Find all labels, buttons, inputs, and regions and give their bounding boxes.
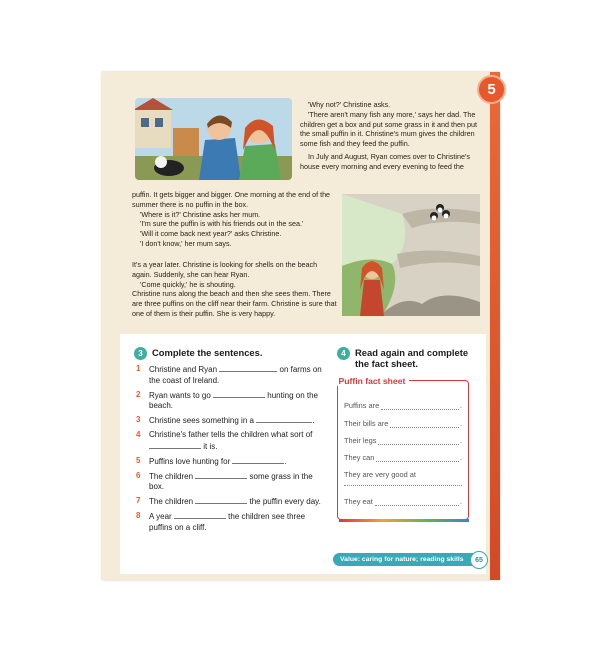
fact-sheet-color-bar bbox=[339, 519, 469, 522]
story-paragraph: 'Will it come back next year?' asks Christine. bbox=[140, 229, 282, 239]
answer-blank[interactable] bbox=[232, 456, 287, 466]
list-item bbox=[136, 430, 322, 452]
fact-sheet-title: Puffin fact sheet bbox=[337, 376, 410, 386]
answer-blank[interactable] bbox=[344, 485, 462, 486]
exercise-4-title: Read again and complete the fact sheet. bbox=[355, 347, 469, 369]
list-item bbox=[136, 511, 322, 533]
fact-label: Puffins are bbox=[344, 401, 380, 410]
story-paragraph: It's a year later. Christine is looking for shells on the beach again. Suddenly, she can hear Ryan. bbox=[132, 260, 318, 279]
story-column-1 bbox=[300, 100, 480, 172]
fact-label: Their legs bbox=[344, 436, 377, 445]
story-column-3 bbox=[132, 260, 337, 319]
story-paragraph: 'There aren't many fish any more,' says her dad. The children get a box and put some grass in it and then put the small puffin in it. Christine's mum gives the children some fish and they feed the puffin. bbox=[300, 109, 478, 149]
list-item bbox=[136, 456, 322, 468]
story-paragraph: 'Where is it?' Christine asks her mum. bbox=[140, 209, 261, 219]
answer-blank[interactable] bbox=[174, 511, 226, 519]
item-number: 6 bbox=[136, 470, 141, 480]
answer-blank[interactable] bbox=[375, 498, 459, 506]
exercise-3-header bbox=[134, 347, 262, 360]
item-text: it is. bbox=[203, 441, 218, 451]
fact-row: Puffins are . bbox=[344, 401, 462, 410]
story-paragraph: 'Come quickly,' he is shouting. bbox=[140, 279, 236, 289]
cliff-puffins-illustration bbox=[342, 194, 480, 316]
answer-blank[interactable] bbox=[195, 471, 247, 479]
page-number: 65 bbox=[470, 551, 488, 569]
item-text: A year bbox=[149, 512, 172, 522]
story-paragraph: 'Why not?' Christine asks. bbox=[308, 100, 391, 109]
exercise-3-items bbox=[136, 364, 322, 537]
item-text: on farms on the coast of Ireland. bbox=[149, 365, 322, 385]
fact-row bbox=[344, 470, 462, 479]
fact-label: They eat bbox=[344, 497, 373, 506]
item-text: . bbox=[312, 416, 315, 426]
list-item bbox=[136, 415, 322, 427]
item-text: the children see three puffins on a cliff. bbox=[149, 512, 306, 532]
item-number: 7 bbox=[136, 496, 141, 506]
item-text: Christine's father tells the children what sort of bbox=[149, 430, 313, 440]
item-text: Ryan wants to go bbox=[149, 390, 211, 400]
item-number: 5 bbox=[136, 455, 141, 465]
fact-row: Their legs . bbox=[344, 436, 462, 445]
item-text: Christine sees something in a bbox=[149, 416, 254, 426]
list-item bbox=[136, 390, 322, 412]
item-text: the puffin every day. bbox=[249, 497, 321, 507]
page-spine-stripe bbox=[490, 72, 500, 580]
exercise-number-badge: 3 bbox=[134, 347, 147, 360]
value-footer-label: Value: caring for nature; reading skills bbox=[333, 553, 481, 566]
list-item bbox=[136, 471, 322, 493]
story-paragraph: puffin. It gets bigger and bigger. One morning at the end of the summer there is no puffin in the box. bbox=[132, 190, 331, 209]
exercise-number-badge: 4 bbox=[337, 347, 350, 360]
puffin-fact-sheet bbox=[337, 376, 469, 520]
list-item bbox=[136, 364, 322, 386]
answer-blank[interactable] bbox=[149, 441, 201, 449]
story-paragraph: 'I don't know,' her mum says. bbox=[140, 238, 232, 248]
answer-blank[interactable] bbox=[256, 415, 315, 426]
answer-blank[interactable] bbox=[390, 420, 459, 428]
item-text: some grass in the box. bbox=[149, 471, 313, 492]
answer-blank[interactable] bbox=[195, 496, 247, 504]
item-text: Christine and Ryan bbox=[149, 365, 218, 374]
item-text: The children bbox=[149, 497, 194, 507]
fact-row: They eat . bbox=[344, 497, 462, 506]
unit-number-badge: 5 bbox=[477, 75, 506, 104]
fact-label: Their bills are bbox=[344, 419, 389, 428]
children-illustration bbox=[135, 98, 292, 180]
fact-row: They can . bbox=[344, 453, 462, 462]
item-text: . bbox=[284, 456, 287, 466]
story-paragraph: Christine runs along the beach and then she sees them. There are three puffins on the cliff near their farm. Christine is sure that one of them is their puffin. She is very happy. bbox=[132, 289, 337, 318]
story-paragraph: 'I'm sure the puffin is with his friends out in the sea.' bbox=[140, 219, 304, 229]
fact-label: They are very good at bbox=[344, 470, 416, 479]
item-number: 1 bbox=[136, 364, 141, 373]
story-paragraph: In July and August, Ryan comes over to Christine's house every morning and every evening to feed the bbox=[300, 151, 470, 171]
exercise-4-header bbox=[337, 347, 477, 369]
fact-row: Their bills are . bbox=[344, 419, 462, 428]
answer-blank[interactable] bbox=[378, 437, 458, 445]
answer-blank[interactable] bbox=[376, 454, 459, 462]
item-number: 2 bbox=[136, 389, 141, 399]
answer-blank[interactable] bbox=[219, 364, 277, 372]
item-number: 8 bbox=[136, 511, 141, 521]
answer-blank[interactable] bbox=[213, 390, 265, 398]
list-item bbox=[136, 496, 322, 508]
item-text: The children bbox=[149, 471, 194, 481]
answer-blank[interactable] bbox=[381, 402, 459, 410]
fact-label: They can bbox=[344, 453, 375, 462]
item-number: 4 bbox=[136, 430, 141, 440]
story-column-2 bbox=[132, 190, 332, 249]
item-text: Puffins love hunting for bbox=[149, 456, 231, 466]
item-text: hunting on the beach. bbox=[149, 390, 318, 411]
item-number: 3 bbox=[136, 415, 141, 425]
exercise-3-title: Complete the sentences. bbox=[152, 347, 263, 358]
